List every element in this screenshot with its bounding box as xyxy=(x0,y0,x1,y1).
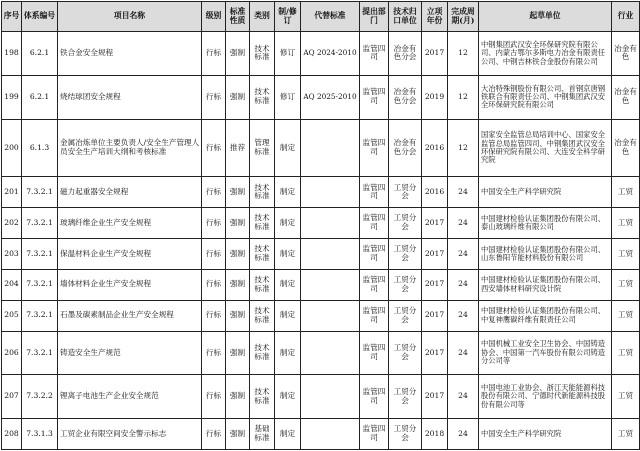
header-name: 项目名称 xyxy=(58,2,202,32)
cell-nature: 强制 xyxy=(226,177,250,208)
cell-year: 2018 xyxy=(422,419,448,450)
table-row xyxy=(2,208,640,239)
cell-level: 行标 xyxy=(202,331,226,375)
cell-year: 2017 xyxy=(422,32,448,76)
cell-replaces xyxy=(301,269,360,300)
table-row xyxy=(2,331,640,375)
table-row xyxy=(2,375,640,419)
cell-tc: 冶金有色分会 xyxy=(389,32,422,76)
cell-drafter: 大冶特殊钢股份有限公司、首钢京唐钢铁联合有限责任公司、中钢集团武汉安全环保研究院有限公司 xyxy=(479,75,612,119)
header-replaces: 代替标准 xyxy=(301,2,360,32)
cell-revise: 制定 xyxy=(275,331,301,375)
table-row xyxy=(2,119,640,177)
cell-code: 7.3.2.1 xyxy=(22,300,58,331)
cell-revise: 制定 xyxy=(275,239,301,270)
cell-category: 基础标准 xyxy=(250,419,275,450)
cell-level: 行标 xyxy=(202,177,226,208)
cell-replaces xyxy=(301,419,360,450)
cell-name: 工贸企业有限空间安全警示标志 xyxy=(58,419,202,450)
cell-replaces: AQ 2024-2010 xyxy=(301,32,360,76)
cell-level: 行标 xyxy=(202,75,226,119)
cell-tc: 工贸分会 xyxy=(389,239,422,270)
cell-nature: 推荐 xyxy=(226,119,250,177)
cell-industry: 工贸 xyxy=(612,331,640,375)
header-cycle: 完成周期(月) xyxy=(448,2,479,32)
cell-replaces xyxy=(301,300,360,331)
cell-code: 7.3.2.1 xyxy=(22,177,58,208)
cell-cycle: 24 xyxy=(448,375,479,419)
cell-industry: 冶金有色 xyxy=(612,32,640,76)
cell-code: 7.3.1.3 xyxy=(22,419,58,450)
cell-industry: 工贸 xyxy=(612,375,640,419)
cell-category: 技术标准 xyxy=(250,375,275,419)
cell-proposer: 监管四司 xyxy=(360,119,389,177)
cell-level: 行标 xyxy=(202,375,226,419)
cell-proposer: 监管四司 xyxy=(360,239,389,270)
cell-replaces xyxy=(301,331,360,375)
cell-code: 7.3.2.1 xyxy=(22,269,58,300)
cell-level: 行标 xyxy=(202,32,226,76)
header-row xyxy=(2,2,640,32)
cell-level: 行标 xyxy=(202,269,226,300)
cell-no: 201 xyxy=(2,177,22,208)
cell-category: 技术标准 xyxy=(250,300,275,331)
header-year: 立项年份 xyxy=(422,2,448,32)
cell-revise: 修订 xyxy=(275,32,301,76)
table-row xyxy=(2,300,640,331)
cell-category: 技术标准 xyxy=(250,269,275,300)
cell-cycle: 24 xyxy=(448,300,479,331)
cell-name: 磁力起重器安全规程 xyxy=(58,177,202,208)
cell-industry: 工贸 xyxy=(612,300,640,331)
table-row xyxy=(2,177,640,208)
cell-revise: 制定 xyxy=(275,375,301,419)
cell-industry: 工贸 xyxy=(612,239,640,270)
cell-category: 技术标准 xyxy=(250,75,275,119)
cell-drafter: 中国安全生产科学研究院 xyxy=(479,419,612,450)
cell-no: 206 xyxy=(2,331,22,375)
cell-cycle: 24 xyxy=(448,177,479,208)
cell-cycle: 24 xyxy=(448,239,479,270)
cell-no: 202 xyxy=(2,208,22,239)
cell-revise: 制定 xyxy=(275,300,301,331)
cell-proposer: 监管四司 xyxy=(360,177,389,208)
cell-proposer: 监管四司 xyxy=(360,32,389,76)
cell-cycle: 12 xyxy=(448,119,479,177)
header-category: 类别 xyxy=(250,2,275,32)
cell-level: 行标 xyxy=(202,208,226,239)
cell-industry: 冶金有色 xyxy=(612,119,640,177)
cell-revise: 制定 xyxy=(275,208,301,239)
cell-nature: 强制 xyxy=(226,269,250,300)
cell-industry: 工贸 xyxy=(612,177,640,208)
cell-code: 6.2.1 xyxy=(22,32,58,76)
cell-drafter: 中国机械工业安全卫生协会、中国铸造协会、中国第一汽车股份有限公司铸造分公司等 xyxy=(479,331,612,375)
cell-year: 2017 xyxy=(422,375,448,419)
cell-name: 烧结球团安全规程 xyxy=(58,75,202,119)
header-code: 体系编号 xyxy=(22,2,58,32)
cell-tc: 工贸分会 xyxy=(389,269,422,300)
cell-nature: 强制 xyxy=(226,375,250,419)
cell-tc: 工贸分会 xyxy=(389,208,422,239)
table-row xyxy=(2,269,640,300)
cell-no: 198 xyxy=(2,32,22,76)
cell-proposer: 监管四司 xyxy=(360,331,389,375)
cell-code: 7.3.2.2 xyxy=(22,375,58,419)
cell-industry: 工贸 xyxy=(612,208,640,239)
cell-drafter: 中国建材检验认证集团股份有限公司、山东鲁阳节能材料股份有限公司 xyxy=(479,239,612,270)
cell-drafter: 国家安全监管总局培训中心、国家安全监管总局监管四司、中钢集团武汉安全环保研究院有限公司、大连安全科学研究院 xyxy=(479,119,612,177)
cell-name: 石墨及碳素制品企业生产安全规程 xyxy=(58,300,202,331)
cell-name: 玻璃纤维企业生产安全规程 xyxy=(58,208,202,239)
cell-no: 203 xyxy=(2,239,22,270)
cell-drafter: 中国建材检验认证集团股份有限公司、西安墙体材料研究设计院 xyxy=(479,269,612,300)
cell-replaces xyxy=(301,119,360,177)
cell-tc: 工贸分会 xyxy=(389,375,422,419)
cell-year: 2017 xyxy=(422,331,448,375)
cell-year: 2017 xyxy=(422,269,448,300)
cell-revise: 修订 xyxy=(275,75,301,119)
table-row xyxy=(2,239,640,270)
cell-category: 技术标准 xyxy=(250,208,275,239)
cell-no: 207 xyxy=(2,375,22,419)
header-drafter: 起草单位 xyxy=(479,2,612,32)
header-tc: 技术归口单位 xyxy=(389,2,422,32)
cell-proposer: 监管四司 xyxy=(360,208,389,239)
cell-code: 7.3.2.1 xyxy=(22,208,58,239)
cell-code: 7.3.2.1 xyxy=(22,331,58,375)
cell-tc: 工贸分会 xyxy=(389,300,422,331)
cell-cycle: 12 xyxy=(448,75,479,119)
cell-category: 技术标准 xyxy=(250,239,275,270)
cell-level: 行标 xyxy=(202,119,226,177)
header-nature: 标准性质 xyxy=(226,2,250,32)
cell-drafter: 中国建材检验认证集团股份有限公司、泰山玻璃纤维有限公司 xyxy=(479,208,612,239)
cell-no: 199 xyxy=(2,75,22,119)
cell-name: 锂离子电池生产企业安全规范 xyxy=(58,375,202,419)
cell-year: 2016 xyxy=(422,119,448,177)
cell-no: 204 xyxy=(2,269,22,300)
cell-tc: 工贸分会 xyxy=(389,419,422,450)
cell-drafter: 中国建材检验认证集团股份有限公司、中复神鹰碳纤维有限责任公司 xyxy=(479,300,612,331)
cell-proposer: 监管四司 xyxy=(360,300,389,331)
cell-year: 2019 xyxy=(422,75,448,119)
cell-industry: 工贸 xyxy=(612,419,640,450)
cell-cycle: 24 xyxy=(448,208,479,239)
cell-nature: 强制 xyxy=(226,300,250,331)
cell-level: 行标 xyxy=(202,419,226,450)
cell-year: 2016 xyxy=(422,177,448,208)
cell-proposer: 监管四司 xyxy=(360,75,389,119)
cell-nature: 强制 xyxy=(226,419,250,450)
cell-code: 6.2.1 xyxy=(22,75,58,119)
cell-nature: 强制 xyxy=(226,239,250,270)
cell-replaces: AQ 2025-2010 xyxy=(301,75,360,119)
table-body xyxy=(2,32,640,450)
cell-no: 205 xyxy=(2,300,22,331)
cell-tc: 冶金有色分会 xyxy=(389,75,422,119)
cell-tc: 工贸分会 xyxy=(389,331,422,375)
cell-drafter: 中国电池工业协会、浙江天能能源科技股份有限公司、宁德时代新能源科技股份有限公司等 xyxy=(479,375,612,419)
cell-cycle: 24 xyxy=(448,331,479,375)
standards-table xyxy=(1,1,640,450)
cell-nature: 强制 xyxy=(226,32,250,76)
cell-category: 技术标准 xyxy=(250,177,275,208)
cell-replaces xyxy=(301,208,360,239)
cell-tc: 工贸分会 xyxy=(389,177,422,208)
cell-proposer: 监管四司 xyxy=(360,419,389,450)
cell-cycle: 12 xyxy=(448,32,479,76)
cell-name: 金属冶炼单位主要负责人/安全生产管理人员安全生产培训大纲和考核标准 xyxy=(58,119,202,177)
cell-year: 2017 xyxy=(422,239,448,270)
cell-cycle: 24 xyxy=(448,269,479,300)
cell-category: 技术标准 xyxy=(250,331,275,375)
table-row xyxy=(2,75,640,119)
cell-name: 墙体材料企业生产安全规程 xyxy=(58,269,202,300)
cell-nature: 强制 xyxy=(226,208,250,239)
header-proposer: 提出部门 xyxy=(360,2,389,32)
header-industry: 行业 xyxy=(612,2,640,32)
cell-revise: 制定 xyxy=(275,119,301,177)
cell-name: 铁合金安全规程 xyxy=(58,32,202,76)
cell-year: 2017 xyxy=(422,208,448,239)
cell-category: 管理标准 xyxy=(250,119,275,177)
cell-category: 技术标准 xyxy=(250,32,275,76)
cell-no: 200 xyxy=(2,119,22,177)
cell-code: 6.1.3 xyxy=(22,119,58,177)
cell-drafter: 中钢集团武汉安全环保研究院有限公司、内蒙古鄂尔多斯电力冶金有限责任公司、中钢吉林铁合金股份有限公司 xyxy=(479,32,612,76)
cell-industry: 冶金有色 xyxy=(612,75,640,119)
table-row xyxy=(2,419,640,450)
header-no: 序号 xyxy=(2,2,22,32)
cell-nature: 强制 xyxy=(226,331,250,375)
cell-nature: 强制 xyxy=(226,75,250,119)
cell-revise: 制定 xyxy=(275,419,301,450)
cell-name: 铸造安全生产规范 xyxy=(58,331,202,375)
cell-replaces xyxy=(301,375,360,419)
cell-revise: 制定 xyxy=(275,269,301,300)
cell-name: 保温材料企业生产安全规程 xyxy=(58,239,202,270)
cell-drafter: 中国安全生产科学研究院 xyxy=(479,177,612,208)
cell-level: 行标 xyxy=(202,239,226,270)
cell-replaces xyxy=(301,239,360,270)
cell-revise: 制定 xyxy=(275,177,301,208)
cell-replaces xyxy=(301,177,360,208)
cell-no: 208 xyxy=(2,419,22,450)
cell-tc: 冶金有色分会 xyxy=(389,119,422,177)
cell-proposer: 监管四司 xyxy=(360,269,389,300)
table-row xyxy=(2,32,640,76)
cell-level: 行标 xyxy=(202,300,226,331)
cell-proposer: 监管四司 xyxy=(360,375,389,419)
cell-code: 7.3.2.1 xyxy=(22,239,58,270)
cell-cycle: 24 xyxy=(448,419,479,450)
cell-year: 2017 xyxy=(422,300,448,331)
cell-industry: 工贸 xyxy=(612,269,640,300)
header-revise: 制/修订 xyxy=(275,2,301,32)
header-level: 级别 xyxy=(202,2,226,32)
